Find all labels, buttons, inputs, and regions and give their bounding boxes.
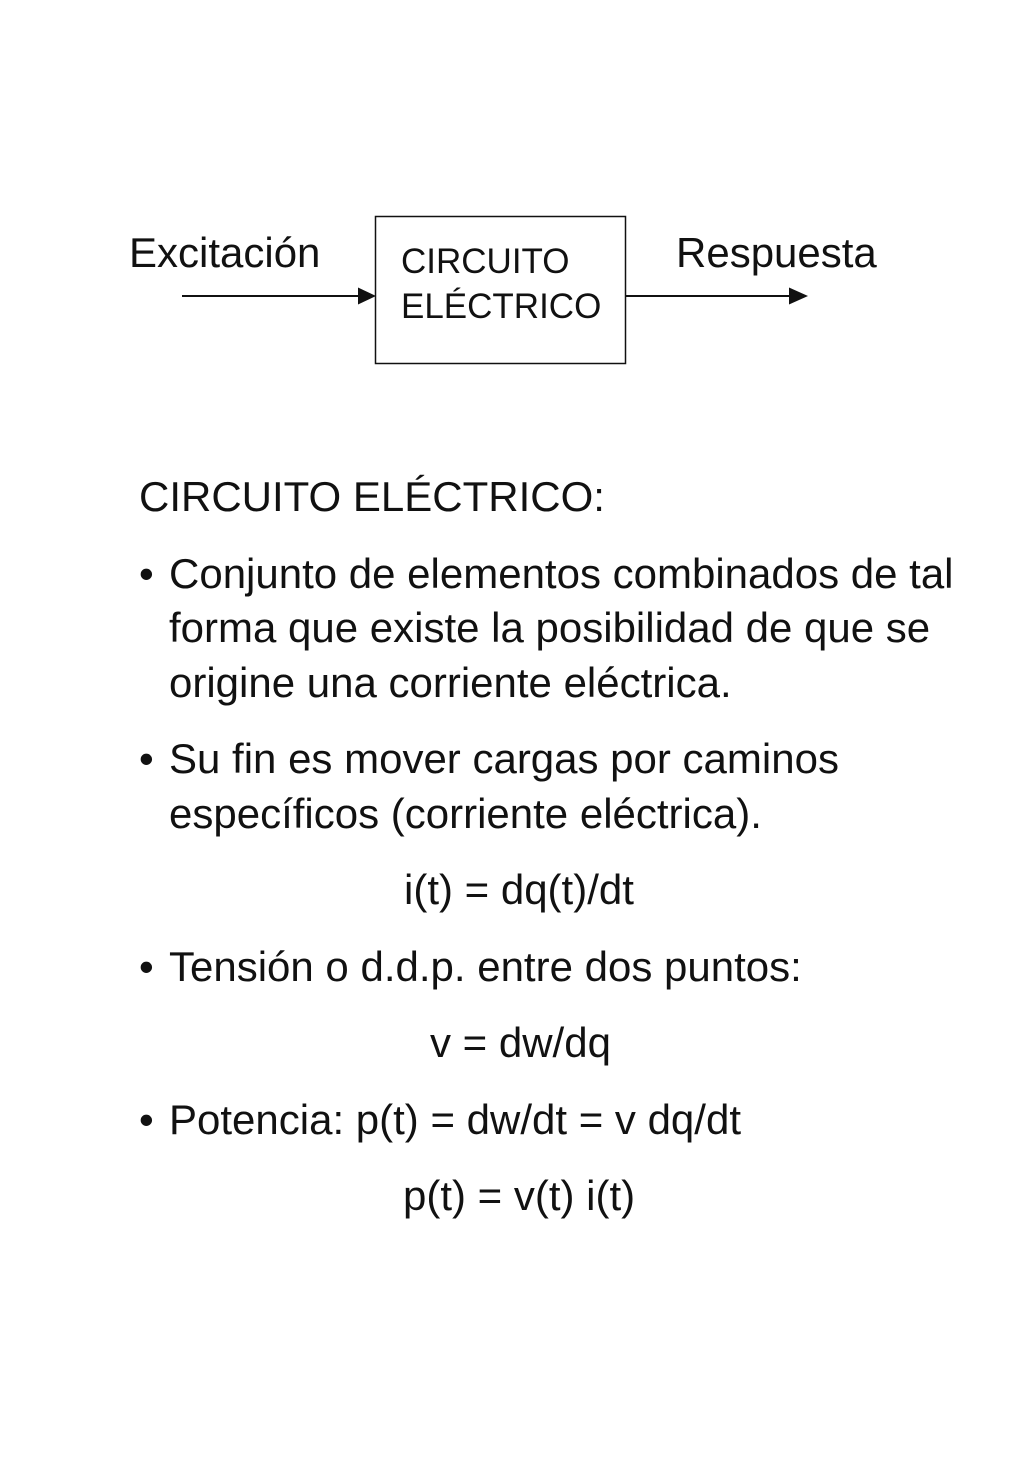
section-heading: CIRCUITO ELÉCTRICO: — [139, 473, 605, 520]
bullet-item-voltage — [139, 940, 959, 995]
bullet-text: Su fin es mover cargas por caminos específicos (corriente eléctrica). — [169, 735, 839, 837]
box-label-line1: CIRCUITO — [401, 242, 570, 281]
text-content — [139, 470, 959, 1246]
bullet-item-power — [139, 1093, 959, 1148]
formula-voltage: v = dw/dq — [430, 1019, 611, 1066]
box-label-line2: ELÉCTRICO — [401, 287, 602, 326]
bullet-icon: • — [139, 735, 154, 782]
output-label: Respuesta — [676, 229, 877, 276]
output-arrowhead — [789, 288, 808, 305]
block-diagram — [0, 0, 1024, 420]
bullet-icon: • — [139, 942, 154, 990]
bullet-item-purpose — [139, 732, 959, 841]
input-arrowhead — [358, 288, 376, 305]
bullet-text: Conjunto de elementos combinados de tal forma que existe la posibilidad de que se origine una corriente eléctrica. — [169, 549, 954, 706]
bullet-item-definition — [139, 547, 959, 711]
bullet-text: Potencia: p(t) = dw/dt = v dq/dt — [169, 1095, 741, 1143]
bullet-icon: • — [139, 549, 154, 597]
formula-power: p(t) = v(t) i(t) — [403, 1172, 636, 1219]
input-label: Excitación — [129, 229, 321, 276]
block-diagram-drawing — [0, 0, 1024, 420]
bullet-text: Tensión o d.d.p. entre dos puntos: — [169, 942, 802, 990]
formula-current: i(t) = dq(t)/dt — [404, 866, 634, 913]
bullet-icon: • — [139, 1095, 154, 1143]
